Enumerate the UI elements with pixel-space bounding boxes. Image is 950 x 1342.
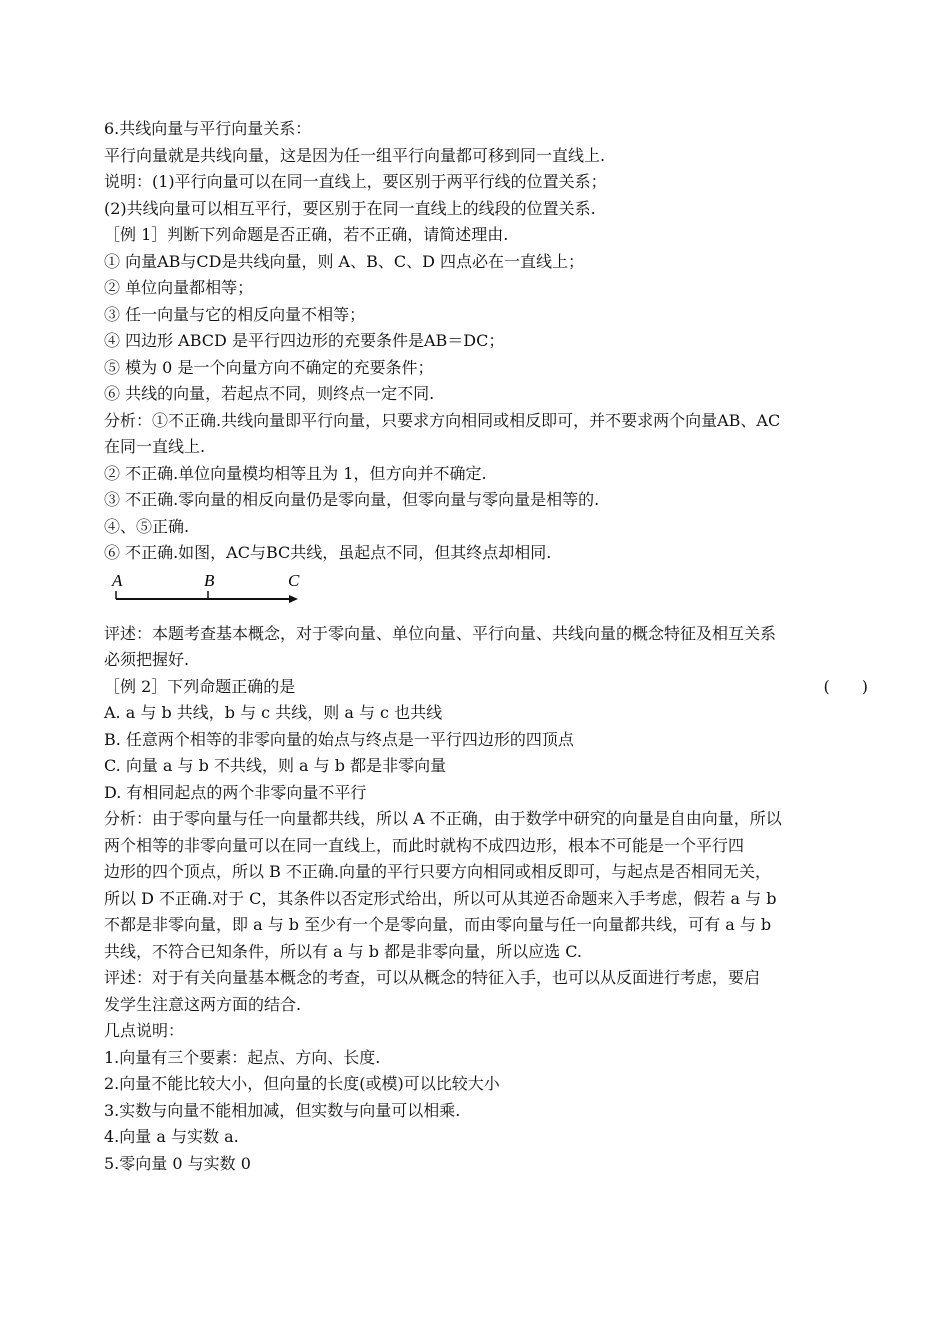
example2-option-c: C. 向量 a 与 b 不共线，则 a 与 b 都是非零向量	[104, 756, 447, 775]
example1-item-2: ② 单位向量都相等；	[104, 278, 254, 297]
arrowhead-icon	[289, 595, 298, 603]
example2-option-a: A. a 与 b 共线，b 与 c 共线，则 a 与 c 也共线	[104, 703, 443, 722]
section6-title: 6.共线向量与平行向量关系：	[104, 119, 312, 138]
label-b: B	[204, 570, 215, 590]
example2-option-d: D. 有相同起点的两个非零向量不平行	[104, 782, 367, 802]
example2-comment-2: 发学生注意这两方面的结合.	[104, 994, 302, 1014]
document-page	[104, 116, 884, 1177]
example2-analysis-2: 两个相等的非零向量可以在同一直线上，而此时就构不成四边形，根本不可能是一个平行四	[104, 835, 745, 855]
example2-analysis-6: 共线，不符合已知条件，所以有 a 与 b 都是非零向量，所以应选 C.	[104, 941, 582, 961]
example1-analysis-2: 在同一直线上.	[104, 437, 206, 456]
note-item-4: 4.向量 a 与实数 a.	[104, 1127, 239, 1146]
example2-title-row	[104, 674, 884, 701]
example1-item-3: ③ 任一向量与它的相反向量不相等；	[104, 304, 366, 324]
example2-analysis-5: 不都是非零向量，即 a 与 b 至少有一个是零向量，而由零向量与任一向量都共线，可有 a 与 b	[104, 915, 772, 934]
note-item-1: 1.向量有三个要素：起点、方向、长度.	[104, 1047, 381, 1067]
label-c: C	[288, 570, 300, 590]
example2-title: ［例 2］下列命题正确的是	[104, 676, 296, 696]
collinear-points-figure	[104, 567, 884, 621]
example1-analysis-4: ③ 不正确.零向量的相反向量仍是零向量，但零向量与零向量是相等的.	[104, 490, 600, 509]
example1-analysis-5: ④、⑤正确.	[104, 516, 190, 536]
section6-paragraph-3: (2)共线向量可以相互平行，要区别于在同一直线上的线段的位置关系.	[104, 198, 596, 218]
example1-item-5: ⑤ 模为 0 是一个向量方向不确定的充要条件；	[104, 357, 434, 377]
notes-title: 几点说明：	[104, 1021, 185, 1040]
example1-analysis-3: ② 不正确.单位向量模均相等且为 1，但方向并不确定.	[104, 463, 487, 483]
note-item-5: 5.零向量 0 与实数 0	[104, 1153, 251, 1173]
example2-option-b: B. 任意两个相等的非零向量的始点与终点是一平行四边形的四顶点	[104, 729, 574, 749]
line-segment-diagram	[108, 569, 308, 613]
note-item-2: 2.向量不能比较大小，但向量的长度(或模)可以比较大小	[104, 1074, 500, 1093]
answer-parentheses: ( )	[823, 676, 868, 696]
section6-paragraph-2: 说明：(1)平行向量可以在同一直线上，要区别于两平行线的位置关系；	[104, 172, 607, 191]
example1-item-4: ④ 四边形 ABCD 是平行四边形的充要条件是AB＝DC；	[104, 331, 505, 350]
note-item-3: 3.实数与向量不能相加减，但实数与向量可以相乘.	[104, 1100, 461, 1120]
example2-analysis-1: 分析：由于零向量与任一向量都共线，所以 A 不正确，由于数学中研究的向量是自由向量，所以	[104, 809, 782, 828]
example2-analysis-4: 所以 D 不正确.对于 C，其条件以否定形式给出，所以可从其逆否命题来入手考虑，假若 a 与 b	[104, 888, 777, 908]
example1-analysis-6: ⑥ 不正确.如图，AC与BC共线，虽起点不同，但其终点却相同.	[104, 543, 552, 562]
example1-item-1: ① 向量AB与CD是共线向量，则 A、B、C、D 四点必在一直线上；	[104, 251, 585, 271]
example1-comment-2: 必须把握好.	[104, 650, 190, 669]
example1-analysis-1: 分析：①不正确.共线向量即平行向量，只要求方向相同或相反即可，并不要求两个向量AB、AC	[104, 410, 781, 430]
example1-item-6: ⑥ 共线的向量，若起点不同，则终点一定不同.	[104, 384, 435, 403]
section6-paragraph-1: 平行向量就是共线向量，这是因为任一组平行向量都可移到同一直线上.	[104, 145, 606, 165]
example2-analysis-3: 边形的四个顶点，所以 B 不正确.向量的平行只要方向相同或相反即可，与起点是否相同无关，	[104, 862, 772, 881]
label-a: A	[112, 570, 123, 590]
example1-title: ［例 1］判断下列命题是否正确，若不正确，请简述理由.	[104, 225, 509, 244]
example1-comment-1: 评述：本题考查基本概念，对于零向量、单位向量、平行向量、共线向量的概念特征及相互关系	[104, 623, 777, 643]
example2-comment-1: 评述：对于有关向量基本概念的考查，可以从概念的特征入手，也可以从反面进行考虑，要启	[104, 968, 761, 987]
